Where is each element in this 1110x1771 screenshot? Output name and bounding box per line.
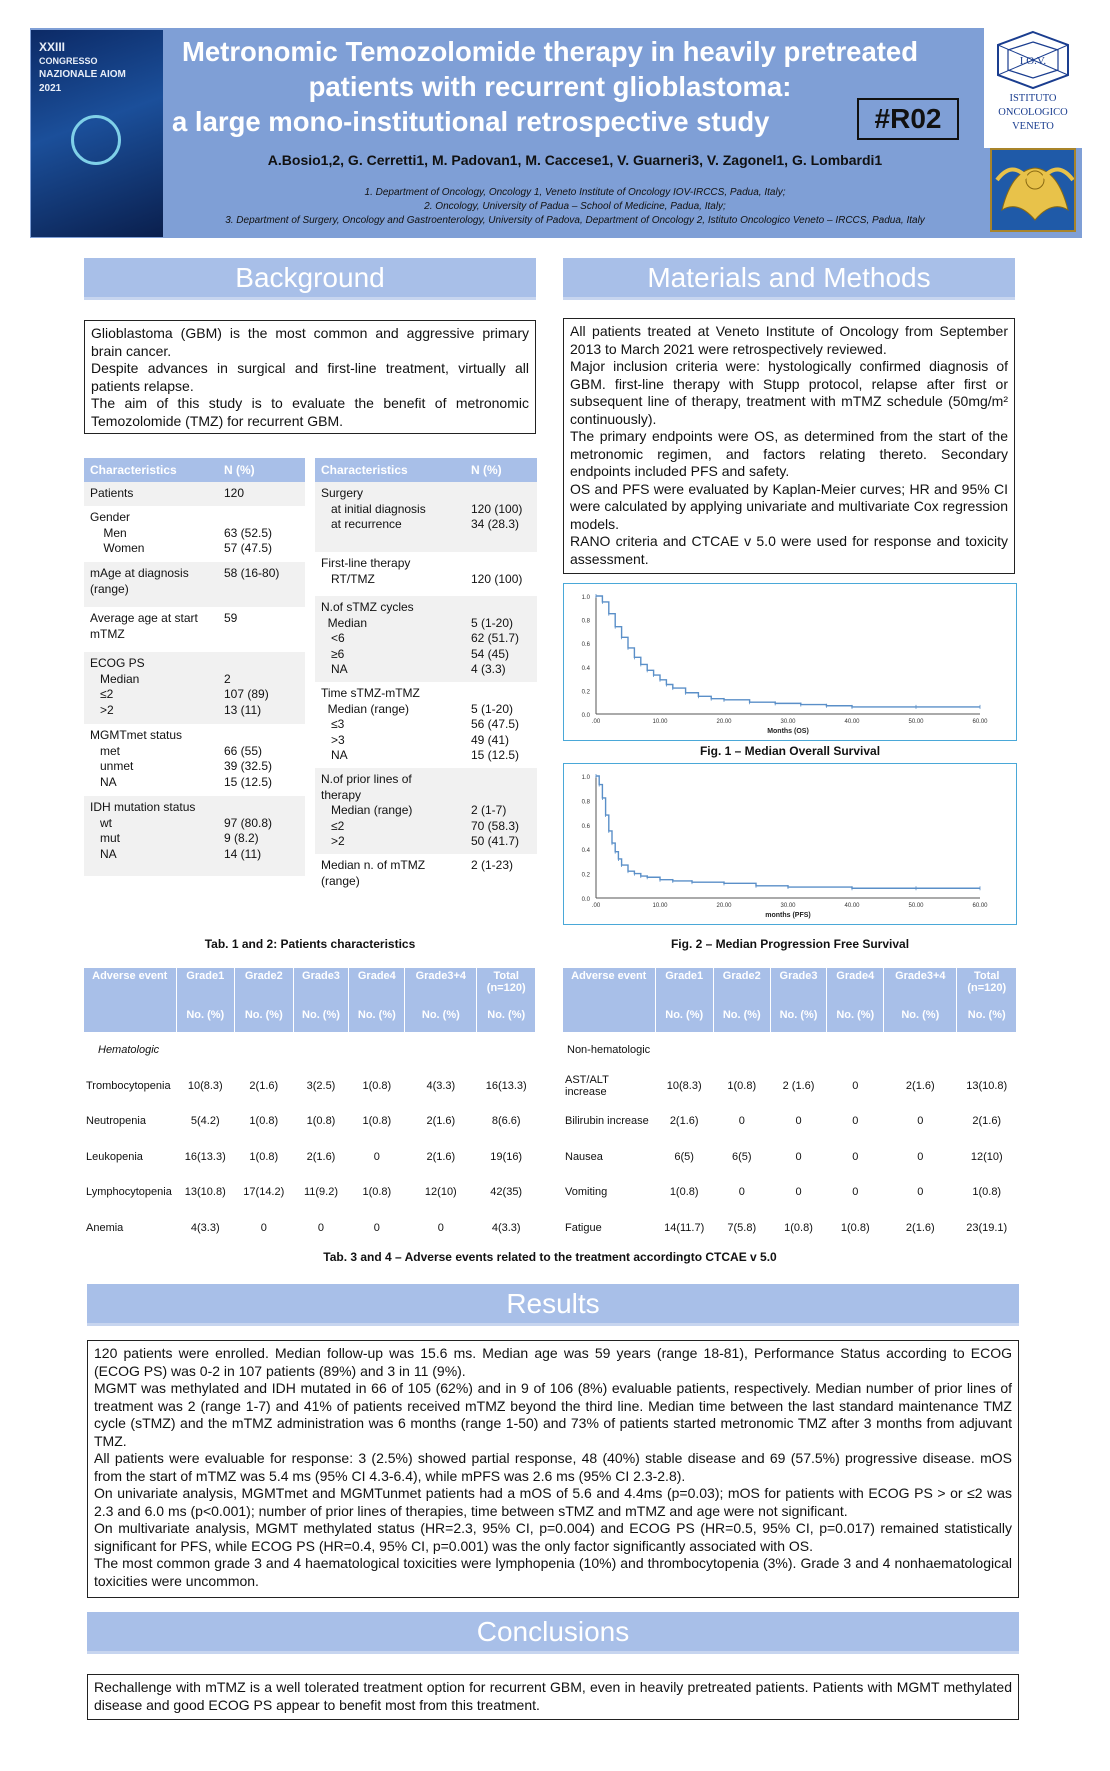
ae-cell: 0 xyxy=(852,1115,859,1128)
x-tick-label: .00 xyxy=(591,719,601,725)
methods-text: OS and PFS were evaluated by Kaplan-Meier curves; HR and 95% CI were calculated by applying univariate and multivariate Cox regression models. xyxy=(570,480,1008,532)
ae-cell: 0 xyxy=(317,1221,325,1234)
poster-title xyxy=(170,34,930,139)
ae-cell: 0 xyxy=(437,1221,444,1234)
ae-row xyxy=(563,1104,1017,1140)
results-text: On multivariate analysis, MGMT methylated status (HR=2.3, 95% CI, p=0.004) and ECOG PS (HR=0.5, 95% CI, p=0.017) remained statistically significant for PFS, while ECOG PS (HR=0.4, 95% CI, p=0.001) was the only factor significantly associated with OS. xyxy=(94,1520,1012,1554)
table-header: Characteristics xyxy=(315,458,465,482)
characteristic-label: N.of sTMZ cycles Median <6 ≥6 NA xyxy=(315,596,465,682)
venice-lion-emblem xyxy=(990,148,1076,232)
table-row xyxy=(84,562,305,607)
characteristic-label: mAge at diagnosis (range) xyxy=(84,562,218,607)
ae-cell: 1(0.8) xyxy=(669,1186,699,1199)
background-heading: Background xyxy=(84,258,536,300)
results-text: MGMT was methylated and IDH mutated in 66 of 105 (62%) and in 9 of 106 (8%) evaluable patients, respectively. Median number of prior lines of treatment was 2 (range 1-7) and 41% of patients received mTMZ beyond the third line. Median time between the last standard maintenance TMZ cycle (sTMZ) and the mTMZ administration was 6 months (range 1-50) and 73% of patients started metronomic TMZ after 3 months from adjuvant TMZ. xyxy=(94,1380,1012,1449)
ae-cell: 0 xyxy=(260,1221,267,1234)
ae-cell: 1(0.8) xyxy=(362,1079,392,1092)
iov-hexagon-icon xyxy=(984,28,1082,92)
y-tick-label: 1.0 xyxy=(581,595,590,601)
x-axis-label: months (PFS) xyxy=(765,912,811,919)
characteristic-label: N.of prior lines of therapy Median (range) ≤2 >2 xyxy=(315,768,465,854)
ae-cell: 1(0.8) xyxy=(249,1150,279,1163)
ae-cell: 42(35) xyxy=(490,1186,523,1199)
ae-cell: 0 xyxy=(373,1150,380,1163)
ae-cell: 1(0.8) xyxy=(362,1186,392,1199)
background-box xyxy=(84,320,536,434)
ae-cell: 10(8.3) xyxy=(187,1079,223,1092)
methods-text: RANO criteria and CTCAE v 5.0 were used for response and toxicity assessment. xyxy=(570,533,1008,567)
ae-cell: 16(13.3) xyxy=(184,1150,226,1163)
results-text: 120 patients were enrolled. Median follow-up was 15.6 ms. Median age was 59 years (range 18-81), Performance Status according to ECOG (ECOG PS) was 0-2 in 107 patients (89%) and 3 in 11 (9%). xyxy=(94,1345,1012,1379)
ae-event-name: AST/ALT increase xyxy=(565,1073,609,1098)
pfs-chart xyxy=(563,763,1017,925)
title-line: patients with recurrent glioblastoma: xyxy=(308,71,792,102)
ae-row xyxy=(563,1068,1017,1104)
characteristic-value: 97 (80.8) 9 (8.2) 14 (11) xyxy=(218,796,305,876)
x-tick-label: 10.00 xyxy=(652,903,668,909)
x-axis-label: Months (OS) xyxy=(767,728,809,735)
adverse-events-hematologic-table xyxy=(84,968,536,1238)
y-tick-label: 0.2 xyxy=(581,872,590,879)
ae-subheader: No. (%) xyxy=(235,998,294,1032)
ae-subheader: No. (%) xyxy=(884,998,957,1032)
ae-cell: 0 xyxy=(738,1115,745,1128)
table-row xyxy=(84,724,305,796)
ae-row xyxy=(563,1210,1017,1246)
x-tick-label: 20.00 xyxy=(716,719,732,725)
characteristic-value: 59 xyxy=(224,611,238,625)
fig-2-caption: Fig. 2 – Median Progression Free Survival xyxy=(670,937,910,951)
conclusions-heading: Conclusions xyxy=(87,1612,1019,1654)
ae-cell: 1(0.8) xyxy=(840,1221,870,1234)
ae-row xyxy=(84,1068,536,1104)
ae-cell: 0 xyxy=(795,1186,802,1199)
ae-header: Grade3 xyxy=(770,968,827,998)
ae-subheader: No. (%) xyxy=(405,998,477,1032)
ae-cell: 19(16) xyxy=(490,1150,523,1163)
characteristic-value: 58 (16-80) xyxy=(218,562,305,607)
characteristic-label: Surgery at initial diagnosis at recurrence xyxy=(315,482,465,552)
ae-cell: 1(0.8) xyxy=(306,1115,336,1128)
results-text: On univariate analysis, MGMTmet and MGMTunmet patients had a mOS of 5.6 and 4.4ms (p=0.03); mOS for patients with ECOG PS > or ≤2 was 2.3 and 6.0 ms (p<0.001); number of prior lines of therapies, time between sTMZ and mTMZ and age were not significant. xyxy=(94,1485,1012,1519)
x-tick-label: 40.00 xyxy=(844,719,860,725)
x-tick-label: 10.00 xyxy=(652,719,668,725)
table-3-4-caption: Tab. 3 and 4 – Adverse events related to the treatment accordingto CTCAE v 5.0 xyxy=(323,1250,777,1264)
logo-text-line: ONCOLOGICO xyxy=(998,107,1068,118)
ae-cell: 0 xyxy=(738,1186,745,1199)
title-line: Metronomic Temozolomide therapy in heavily pretreated xyxy=(181,36,919,67)
ae-cell: 1(0.8) xyxy=(784,1221,813,1234)
table-row xyxy=(84,482,305,506)
ae-cell: 13(10.8) xyxy=(966,1079,1008,1092)
ae-cell: 2(1.6) xyxy=(669,1115,699,1128)
ae-cell: 0 xyxy=(852,1150,859,1163)
pfs-km-curve xyxy=(564,764,1016,924)
logo-mark: I.O.V. xyxy=(1019,55,1047,67)
ae-cell: 2(1.6) xyxy=(306,1150,336,1163)
ae-cell: 2(1.6) xyxy=(249,1079,279,1092)
ae-group-label: Non-hematologic xyxy=(567,1044,651,1056)
ae-row xyxy=(563,1175,1017,1211)
characteristic-value: 2 (1-7) 70 (58.3) 50 (41.7) xyxy=(465,768,537,854)
y-tick-label: 0.6 xyxy=(581,642,590,649)
methods-box xyxy=(563,318,1015,574)
ae-cell: 4(3.3) xyxy=(426,1079,456,1092)
results-text: The most common grade 3 and 4 haematological toxicities were lymphopenia (10%) and thrombocytopenia (3%). Grade 3 and 4 nonhaematological toxicities were uncommon. xyxy=(94,1555,1012,1589)
characteristic-value: 120 xyxy=(218,482,305,506)
ae-cell: 7(5.8) xyxy=(727,1221,757,1234)
background-text: Glioblastoma (GBM) is the most common and aggressive primary brain cancer. xyxy=(91,325,529,359)
x-tick-label: 60.00 xyxy=(972,903,988,909)
cover-line: XXIII xyxy=(39,40,66,54)
ae-cell: 0 xyxy=(852,1079,859,1092)
characteristic-value: 5 (1-20) 56 (47.5) 49 (41) 15 (12.5) xyxy=(471,701,520,762)
ae-header: Grade2 xyxy=(235,968,294,998)
ae-subheader: No. (%) xyxy=(176,998,235,1032)
background-text: Despite advances in surgical and first-line treatment, virtually all patients relapse. xyxy=(91,360,529,394)
cover-line: 2021 xyxy=(39,83,62,94)
ae-subheader xyxy=(563,998,655,1032)
methods-text: All patients treated at Veneto Institute of Oncology from September 2013 to March 2021 were retrospectively reviewed. xyxy=(570,323,1008,357)
ae-subheader: No. (%) xyxy=(770,998,827,1032)
ae-cell: 2(1.6) xyxy=(426,1115,456,1128)
table-row xyxy=(84,607,305,652)
ae-subheader: No. (%) xyxy=(477,998,536,1032)
characteristic-label: Patients xyxy=(84,482,218,506)
x-tick-label: 50.00 xyxy=(908,903,924,909)
ae-event-name: Anemia xyxy=(86,1221,124,1234)
ae-cell: 6(5) xyxy=(731,1150,752,1163)
ae-cell: 14(11.7) xyxy=(664,1221,705,1234)
lion-icon xyxy=(992,150,1076,232)
ae-event-name: Leukopenia xyxy=(86,1150,143,1163)
ae-cell: 2(1.6) xyxy=(426,1150,456,1163)
table-header: N (%) xyxy=(218,458,305,482)
congress-cover-image xyxy=(31,30,163,237)
ae-event-name: Neutropenia xyxy=(86,1115,146,1128)
ae-cell: 0 xyxy=(917,1186,924,1199)
table-row xyxy=(84,652,305,724)
affiliation-line: 3. Department of Surgery, Oncology and Gastroenterology, University of Padova, Department of Oncology 2, Istituto Oncologico Veneto – IRCCS, Padua, Italy xyxy=(225,215,925,226)
x-tick-label: 30.00 xyxy=(780,719,796,725)
ae-cell: 10(8.3) xyxy=(666,1079,702,1092)
characteristic-value: 120 (100) xyxy=(471,571,523,586)
x-tick-label: 50.00 xyxy=(908,719,924,725)
ae-header: Total (n=120) xyxy=(957,968,1017,998)
methods-heading: Materials and Methods xyxy=(563,258,1015,300)
ae-subheader: No. (%) xyxy=(713,998,770,1032)
ae-cell: 2(1.6) xyxy=(905,1079,935,1092)
affiliation-line: 2. Oncology, University of Padua – School of Medicine, Padua, Italy; xyxy=(424,201,726,212)
ae-header: Adverse event xyxy=(563,968,655,998)
cover-line: NAZIONALE AIOM xyxy=(39,69,126,80)
km-series-line xyxy=(596,596,980,707)
ae-cell: 8(6.6) xyxy=(491,1115,521,1128)
adverse-events-nonhematologic-table xyxy=(563,968,1017,1238)
methods-text: Major inclusion criteria were: hystologically confirmed diagnosis of GBM. first-line therapy with Stupp protocol, relapse after first or subsequent line of therapy, treatment with mTMZ schedule (50mg/m² continuously). xyxy=(570,358,1008,427)
cover-line: CONGRESSO xyxy=(39,56,98,66)
affiliation-line: 1. Department of Oncology, Oncology 1, Veneto Institute of Oncology IOV-IRCCS, Padua, Italy; xyxy=(364,187,786,198)
title-line: a large mono-institutional retrospective study xyxy=(172,106,770,137)
ae-cell: 1(0.8) xyxy=(972,1186,1002,1199)
y-tick-label: 0.0 xyxy=(581,897,590,903)
characteristic-value: 66 (55) 39 (32.5) 15 (12.5) xyxy=(224,743,273,789)
x-tick-label: 40.00 xyxy=(844,903,860,909)
ae-subheader: No. (%) xyxy=(827,998,884,1032)
ae-cell: 2(1.6) xyxy=(972,1115,1002,1128)
x-tick-label: 60.00 xyxy=(972,719,988,725)
ae-cell: 4(3.3) xyxy=(491,1221,521,1234)
ae-header: Adverse event xyxy=(84,968,176,998)
x-tick-label: 20.00 xyxy=(716,903,732,909)
y-tick-label: 0.0 xyxy=(581,713,590,719)
ae-header: Grade4 xyxy=(349,968,405,998)
ae-header: Grade4 xyxy=(827,968,884,998)
ae-cell: 13(10.8) xyxy=(184,1186,226,1199)
ae-cell: 0 xyxy=(795,1115,802,1128)
ae-subheader: No. (%) xyxy=(957,998,1017,1032)
ae-subheader: No. (%) xyxy=(655,998,713,1032)
ae-event-name: Vomiting xyxy=(565,1186,608,1199)
results-box xyxy=(87,1340,1019,1598)
table-header: N (%) xyxy=(465,458,537,482)
ae-cell: 5(4.2) xyxy=(190,1115,220,1128)
ae-subheader xyxy=(84,998,176,1032)
ae-group-label: Hematologic xyxy=(98,1044,160,1056)
characteristics-table-2 xyxy=(315,458,537,894)
characteristic-label: Median n. of mTMZ (range) xyxy=(321,858,426,888)
ae-cell: 4(3.3) xyxy=(190,1221,220,1234)
ae-cell: 23(19.1) xyxy=(966,1221,1008,1234)
characteristic-value: 2 (1-23) xyxy=(471,858,514,872)
characteristic-label: MGMTmet status met unmet NA xyxy=(90,728,183,789)
characteristic-label: IDH mutation status wt mut NA xyxy=(84,796,218,876)
authors: A.Bosio1,2, G. Cerretti1, M. Padovan1, M. Caccese1, V. Guarneri3, V. Zagonel1, G. Lombardi1 xyxy=(267,152,883,168)
ae-cell: 2(1.6) xyxy=(905,1221,935,1234)
ae-cell: 6(5) xyxy=(674,1150,694,1163)
ae-event-name: Nausea xyxy=(565,1150,603,1163)
conclusions-box xyxy=(87,1674,1019,1720)
ae-cell: 16(13.3) xyxy=(485,1079,527,1092)
characteristic-value: 2 107 (89) 13 (11) xyxy=(218,652,305,724)
background-text: The aim of this study is to evaluate the benefit of metronomic Temozolomide (TMZ) for recurrent GBM. xyxy=(91,395,529,429)
results-heading: Results xyxy=(87,1284,1019,1326)
ae-cell: 1(0.8) xyxy=(362,1115,392,1128)
table-row xyxy=(315,596,537,682)
ae-subheader: No. (%) xyxy=(293,998,349,1032)
y-tick-label: 0.2 xyxy=(581,689,590,696)
table-row xyxy=(315,482,537,552)
characteristic-label: Gender Men Women xyxy=(90,510,145,555)
methods-text: The primary endpoints were OS, as determined from the start of the metronomic regimen, and factors relating thereto. Secondary endpoints included PFS and safety. xyxy=(570,428,1008,479)
ae-cell: 1(0.8) xyxy=(249,1115,279,1128)
table-row xyxy=(84,506,305,562)
table-header: Characteristics xyxy=(84,458,218,482)
y-tick-label: 0.4 xyxy=(581,665,590,672)
affiliations xyxy=(160,186,990,228)
x-tick-label: .00 xyxy=(591,903,601,909)
ae-header: Grade3 xyxy=(293,968,349,998)
characteristic-value: 63 (52.5) 57 (47.5) xyxy=(224,525,273,555)
ae-header: Grade3+4 xyxy=(405,968,477,998)
ae-header: Grade3+4 xyxy=(884,968,957,998)
ae-cell: 0 xyxy=(917,1115,924,1128)
iov-logo-text xyxy=(984,92,1082,134)
ae-row xyxy=(563,1139,1017,1175)
ae-event-name: Bilirubin increase xyxy=(565,1115,649,1128)
ae-event-name: Fatigue xyxy=(565,1221,602,1234)
characteristic-label: ECOG PS Median ≤2 >2 xyxy=(84,652,218,724)
table-row xyxy=(315,768,537,854)
characteristics-table-1 xyxy=(84,458,305,876)
table-row xyxy=(315,552,537,596)
km-series-line xyxy=(596,776,980,888)
ae-header: Grade2 xyxy=(713,968,770,998)
results-text: All patients were evaluable for response: 3 (2.5%) showed partial response, 48 (40%) stable disease and 69 (57.5%) progressive disease. mOS from the start of mTMZ was 5.4 ms (95% CI 4.3-6.4), while mPFS was 2.6 ms (95% CI 2.3-2.8). xyxy=(94,1450,1012,1484)
ae-row xyxy=(84,1104,536,1140)
poster-code: #R02 xyxy=(857,98,959,140)
fig-1-caption: Fig. 1 – Median Overall Survival xyxy=(699,744,881,758)
characteristic-label: First-line therapy RT/TMZ xyxy=(321,556,411,586)
conclusions-text: Rechallenge with mTMZ is a well tolerated treatment option for recurrent GBM, even in heavily pretreated patients. Patients with MGMT methylated disease and good ECOG PS appear to benefit most from this treatment. xyxy=(94,1679,1012,1713)
characteristic-value: 5 (1-20) 62 (51.7) 54 (45) 4 (3.3) xyxy=(465,596,537,682)
y-tick-label: 1.0 xyxy=(581,775,590,781)
ae-cell: 3(2.5) xyxy=(306,1079,336,1092)
os-km-curve xyxy=(564,584,1016,740)
characteristic-value: 120 (100) 34 (28.3) xyxy=(465,482,537,552)
ae-cell: 0 xyxy=(795,1150,802,1163)
ae-cell: 12(10) xyxy=(424,1186,457,1199)
ae-row xyxy=(84,1175,536,1211)
characteristic-label: Time sTMZ-mTMZ Median (range) ≤3 >3 NA xyxy=(321,686,420,762)
ae-cell: 0 xyxy=(852,1186,859,1199)
y-tick-label: 0.8 xyxy=(581,618,590,625)
ae-cell: 1(0.8) xyxy=(727,1079,757,1092)
ae-cell: 0 xyxy=(917,1150,924,1163)
ae-event-name: Lymphocytopenia xyxy=(86,1186,172,1199)
table-row xyxy=(84,796,305,876)
table-1-2-caption: Tab. 1 and 2: Patients characteristics xyxy=(204,937,416,951)
y-tick-label: 0.4 xyxy=(581,848,590,855)
ae-subheader: No. (%) xyxy=(349,998,405,1032)
table-row xyxy=(315,854,537,894)
ae-row xyxy=(84,1210,536,1246)
table-row xyxy=(315,682,537,768)
ae-header: Grade1 xyxy=(176,968,235,998)
logo-text-line: ISTITUTO xyxy=(1009,93,1057,104)
logo-text-line: VENETO xyxy=(1012,121,1054,132)
characteristic-label: Average age at start mTMZ xyxy=(90,611,198,641)
cover-graphic xyxy=(71,115,121,165)
ae-row xyxy=(84,1139,536,1175)
ae-cell: 12(10) xyxy=(970,1150,1003,1163)
os-chart xyxy=(563,583,1017,741)
ae-cell: 11(9.2) xyxy=(303,1186,338,1199)
ae-cell: 2 (1.6) xyxy=(782,1079,815,1092)
y-tick-label: 0.6 xyxy=(581,823,590,830)
ae-event-name: Trombocytopenia xyxy=(86,1079,171,1092)
x-tick-label: 30.00 xyxy=(780,903,796,909)
ae-cell: 0 xyxy=(373,1221,380,1234)
ae-cell: 17(14.2) xyxy=(243,1186,285,1199)
ae-header: Total (n=120) xyxy=(477,968,536,998)
ae-header: Grade1 xyxy=(655,968,713,998)
y-tick-label: 0.8 xyxy=(581,799,590,806)
